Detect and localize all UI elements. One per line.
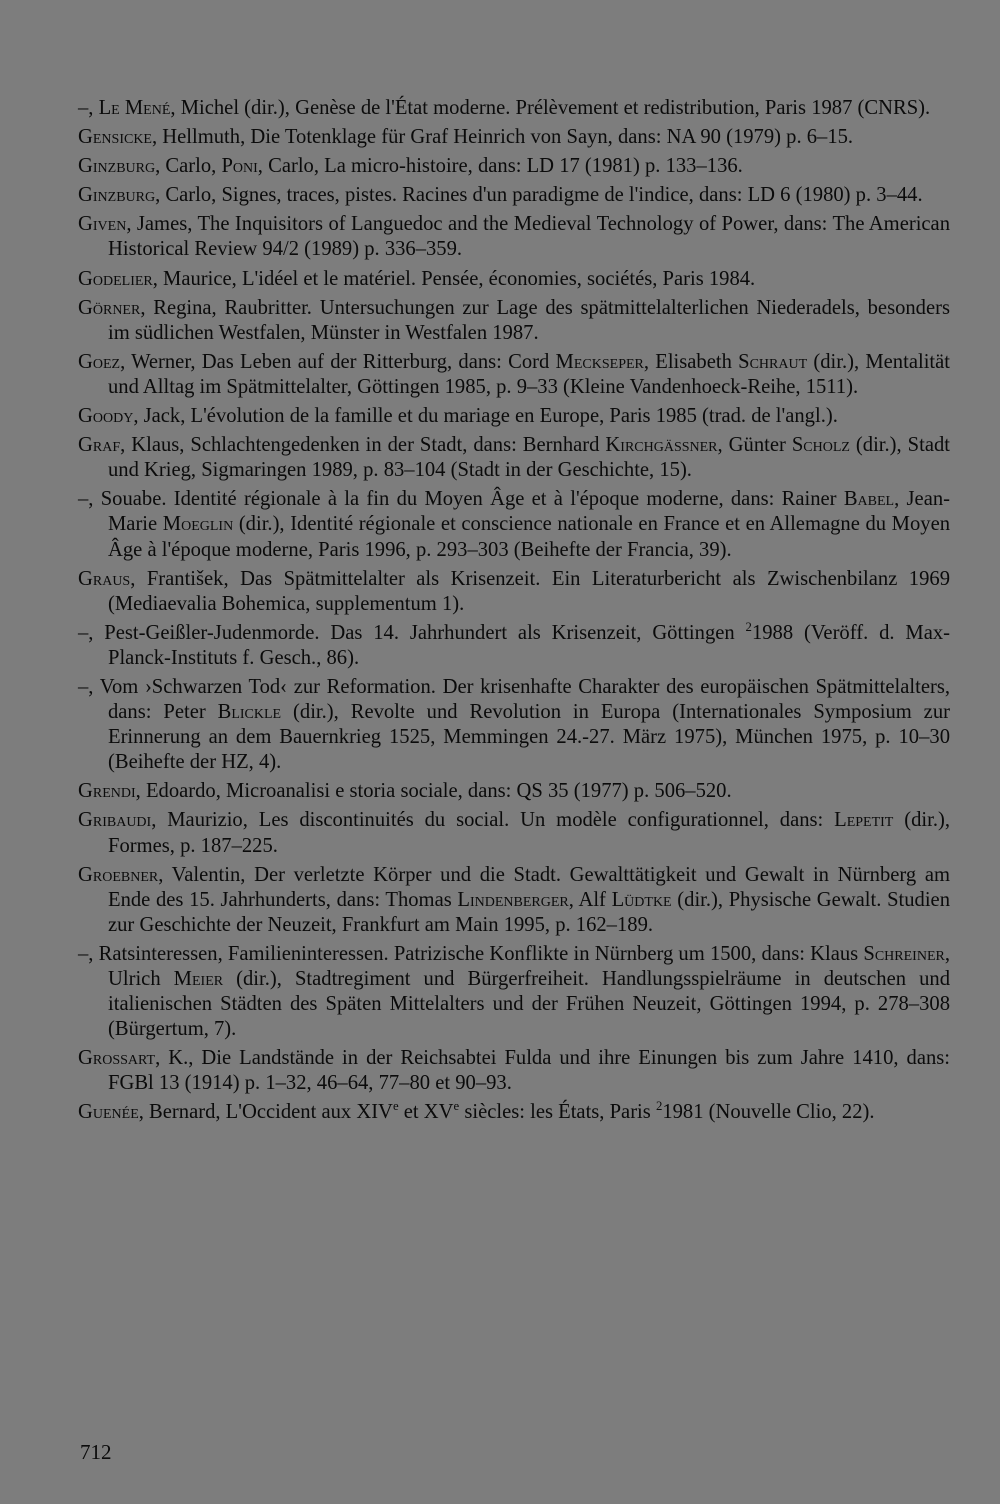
author-name: Godelier — [78, 267, 153, 290]
entry-text: , James, The Inquisitors of Languedoc and the Medieval Technology of Power, dans: The American Historical Review 94/2 (1989) p. 336–359. — [108, 213, 950, 261]
entry-text: siècles: les États, Paris — [459, 1101, 656, 1124]
entry-text: , Valentin, Der verletzte Körper und die Stadt. Gewalttätigkeit und Gewalt in Nürnberg am Ende des 15. Jahrhunderts, dans: Thomas — [108, 863, 950, 911]
entry-text: (dir.), Revolte und Revolution in Europa (Internationales Symposium zur Erinnerung an dem Bauernkrieg 1525, Memmingen 24.-27. März 1975), München 1975, p. 10–30 (Beihefte der HZ, 4). — [108, 701, 950, 774]
author-name: Schreiner — [863, 942, 945, 965]
author-name: Blickle — [217, 701, 282, 724]
entry-text: , Michel (dir.), Genèse de l'État moderne. Prélèvement et redistribution, Paris 1987 (CNRS). — [170, 97, 931, 119]
bibliography-entry — [78, 567, 950, 617]
superscript: 2 — [745, 619, 752, 634]
bibliography-entry — [78, 296, 950, 346]
author-name: Babel — [843, 488, 895, 511]
entry-text: , Günter — [717, 434, 792, 457]
superscript: 2 — [655, 1099, 663, 1114]
entry-text: –, Pest-Geißler-Judenmorde. Das 14. Jahrhundert als Krisenzeit, Göttingen — [78, 621, 746, 644]
bibliography-entry — [78, 350, 950, 400]
bibliography-entry — [78, 808, 950, 858]
superscript: e — [392, 1099, 399, 1114]
author-name: Goez — [78, 350, 121, 373]
author-name: Schraut — [738, 350, 808, 373]
author-name: Guenée — [78, 1101, 139, 1124]
entry-text: , Jean-Marie — [108, 488, 950, 536]
superscript: e — [453, 1099, 460, 1114]
entry-text: , Maurice, L'idéel et le matériel. Pensée, économies, sociétés, Paris 1984. — [152, 267, 756, 290]
bibliography-entry — [78, 154, 950, 179]
bibliography-entry — [78, 779, 950, 804]
bibliography-entry — [78, 1046, 950, 1096]
author-name: Moeglin — [162, 513, 234, 536]
entry-text: , Maurizio, Les discontinuités du social. Un modèle configurationnel, dans: — [151, 809, 835, 832]
entry-text: –, Souabe. Identité régionale à la fin du Moyen Âge et à l'époque moderne, dans: Rainer — [78, 488, 844, 511]
entry-text: , Carlo, La micro-histoire, dans: LD 17 (1981) p. 133–136. — [257, 155, 743, 178]
author-name: Graus — [78, 567, 131, 590]
entry-text: , K., Die Landstände in der Reichsabtei Fulda und ihre Einungen bis zum Jahre 1410, dans: FGBl 13 (1914) p. 1–32, 46–64, 77–80 et 90–93. — [108, 1047, 950, 1095]
entry-text: , Alf — [568, 888, 612, 911]
bibliography-list — [78, 96, 950, 1130]
author-name: Meier — [173, 968, 224, 990]
author-name: Scholz — [791, 434, 850, 457]
entry-text: , Carlo, Signes, traces, pistes. Racines d'un paradigme de l'indice, dans: LD 6 (1980) p. 3–44. — [155, 184, 923, 207]
bibliography-entry — [78, 404, 950, 429]
bibliography-entry — [78, 96, 950, 121]
entry-text: (dir.), Identité régionale et conscience nationale en France et en Allemagne du Moyen Âge à l'époque moderne, Paris 1996, p. 293–303 (Beihefte der Francia, 39). — [108, 513, 951, 561]
bibliography-entry — [78, 487, 950, 562]
bibliography-entry — [78, 183, 950, 208]
author-name: Lüdtke — [611, 888, 672, 911]
entry-text: (dir.), Mentalität und Alltag im Spätmittelalter, Göttingen 1985, p. 9–33 (Kleine Vandenhoeck-Reihe, 1511). — [108, 350, 950, 398]
entry-text: , František, Das Spätmittelalter als Krisenzeit. Ein Literaturbericht als Zwischenbilanz 1969 (Mediaevalia Bohemica, supplementum 1). — [108, 567, 950, 615]
entry-text: 1988 (Veröff. d. Max-Planck-Instituts f. Gesch., 86). — [108, 621, 950, 669]
entry-text: , Klaus, Schlachtengedenken in der Stadt, dans: Bernhard — [120, 434, 606, 457]
entry-text: –, Vom ›Schwarzen Tod‹ zur Reformation. Der krisenhafte Charakter des europäischen Spätmittelalters, dans: Peter — [78, 675, 950, 724]
entry-text: , Carlo, — [155, 155, 222, 178]
entry-text: , Regina, Raubritter. Untersuchungen zur Lage des spätmittelalterlichen Niederadels, besonders im südlichen Westfalen, Münster in Westfalen 1987. — [108, 296, 950, 344]
author-name: Lepetit — [834, 809, 894, 832]
entry-text: (dir.), Physische Gewalt. Studien zur Geschichte der Neuzeit, Frankfurt am Main 1995, p. 162–189. — [108, 888, 950, 936]
bibliography-entry — [78, 212, 950, 262]
entry-text: 1981 (Nouvelle Clio, 22). — [662, 1101, 875, 1124]
entry-text: , Bernard, L'Occident aux XIV — [138, 1101, 393, 1124]
bibliography-entry — [78, 125, 950, 150]
author-name: Gensicke — [78, 126, 152, 149]
author-name: Given — [78, 213, 127, 236]
author-name: Poni — [221, 155, 258, 178]
author-name: Le Mené — [98, 97, 171, 119]
bibliography-entry — [78, 433, 950, 483]
entry-text: et XV — [398, 1101, 454, 1124]
author-name: Graf — [78, 434, 121, 457]
entry-text: (dir.), Stadtregiment und Bürgerfreiheit. Handlungsspielräume in deutschen und italienischen Städten des Späten Mittelalters und der Frühen Neuzeit, Göttingen 1994, p. 278–308 (Bürgertum, 7). — [108, 968, 950, 1041]
entry-text: , Hellmuth, Die Totenklage für Graf Heinrich von Sayn, dans: NA 90 (1979) p. 6–15. — [151, 126, 854, 149]
author-name: Kirchgässner — [605, 434, 718, 457]
author-name: Groebner — [78, 863, 159, 886]
author-name: Gribaudi — [78, 809, 152, 832]
entry-text: –, Ratsinteressen, Familieninteressen. Patrizische Konflikte in Nürnberg um 1500, dans: Klaus — [78, 942, 864, 965]
entry-text: , Ulrich — [108, 942, 950, 990]
author-name: Ginzburg — [78, 155, 156, 178]
author-name: Goody — [78, 405, 134, 428]
author-name: Grendi — [78, 780, 136, 803]
bibliography-entry — [78, 1100, 950, 1125]
entry-text: , Elisabeth — [643, 350, 739, 373]
entry-text: , Jack, L'évolution de la famille et du mariage en Europe, Paris 1985 (trad. de l'angl.). — [133, 405, 838, 428]
entry-text: , Werner, Das Leben auf der Ritterburg, dans: Cord — [120, 350, 556, 373]
page-number: 712 — [80, 1440, 112, 1464]
author-name: Lindenberger — [457, 888, 569, 911]
entry-text: , Edoardo, Microanalisi e storia sociale, dans: QS 35 (1977) p. 506–520. — [135, 780, 732, 803]
entry-text: (dir.), Formes, p. 187–225. — [108, 809, 950, 857]
bibliography-entry — [78, 675, 950, 775]
author-name: Grossart — [78, 1047, 156, 1070]
bibliography-entry — [78, 942, 950, 1042]
bibliography-entry — [78, 267, 950, 292]
entry-text: (dir.), Stadt und Krieg, Sigmaringen 1989, p. 83–104 (Stadt in der Geschichte, 15). — [108, 434, 950, 482]
author-name: Görner — [78, 296, 141, 319]
bibliography-entry — [78, 863, 950, 938]
author-name: Ginzburg — [78, 184, 156, 207]
entry-text: –, — [78, 97, 99, 119]
author-name: Meckseper — [555, 350, 644, 373]
bibliography-entry — [78, 621, 950, 671]
